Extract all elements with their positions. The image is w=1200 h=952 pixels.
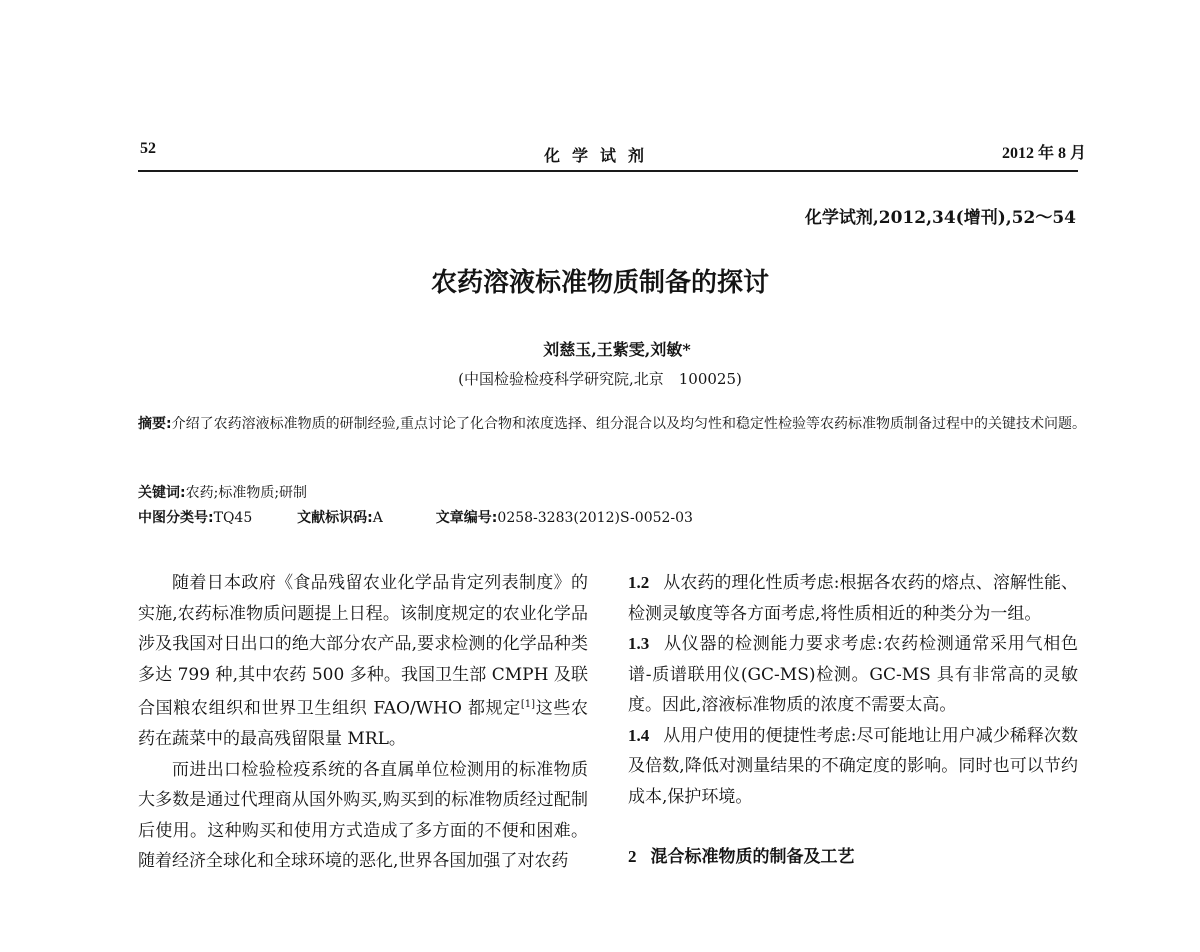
intro-text: 随着日本政府《食品残留农业化学品肯定列表制度》的实施,农药标准物质问题提上日程。该制度规定的农业化学品涉及我国对日出口的绝大部分农产品,要求检测的化学品种类多达 799 种,其中农药 500 多种。我国卫生部 CMPH 及联合国粮农组织和世界卫生组织 FAO/WHO 都规定 — [138, 573, 588, 719]
item-1-3-number: 1.3 — [628, 634, 650, 653]
item-1-2 — [628, 568, 1078, 629]
intro-text-end: 这些农药在蔬菜中的最高残留限量 MRL。 — [138, 698, 588, 750]
abstract-text: 介绍了农药溶液标准物质的研制经验,重点讨论了化合物和浓度选择、组分混合以及均匀性和稳定性检验等农药标准物质制备过程中的关键技术问题。 — [171, 416, 1087, 432]
item-1-2-number: 1.2 — [628, 573, 650, 592]
clc-label: 中图分类号: — [138, 510, 214, 526]
keywords-label: 关键词: — [138, 485, 186, 501]
page-number: 52 — [140, 140, 156, 157]
intro-paragraph — [138, 568, 588, 755]
keywords-text: 农药;标准物质;研制 — [185, 485, 308, 501]
abstract-label: 摘要: — [138, 416, 172, 432]
keywords — [138, 482, 1088, 505]
item-1-3-text: 从仪器的检测能力要求考虑:农药检测通常采用气相色谱-质谱联用仪(GC-MS)检测。GC-MS 具有非常高的灵敏度。因此,溶液标准物质的浓度不需要太高。 — [628, 634, 1078, 715]
item-1-2-text: 从农药的理化性质考虑:根据各农药的熔点、溶解性能、检测灵敏度等各方面考虑,将性质相近的种类分为一组。 — [628, 573, 1078, 624]
author-list: 刘慈玉,王紫雯,刘敏* — [543, 340, 691, 359]
running-journal-title: 化学试剂 — [543, 146, 656, 165]
abstract — [138, 413, 1088, 436]
right-column — [628, 568, 1078, 873]
section-spacer — [628, 812, 1078, 842]
item-1-4 — [628, 721, 1078, 813]
section-2-number: 2 — [628, 847, 637, 866]
article-title: 农药溶液标准物质制备的探讨 — [430, 268, 769, 298]
section-2-heading — [628, 842, 1078, 873]
doc-code-label: 文献标识码: — [297, 510, 373, 526]
clc-value: TQ45 — [213, 510, 253, 526]
item-1-4-number: 1.4 — [628, 725, 650, 745]
doc-code-value: A — [372, 510, 383, 526]
second-paragraph: 而进出口检验检疫系统的各直属单位检测用的标准物质大多数是通过代理商从国外购买,购买到的标准物质经过配制后使用。这种购买和使用方式造成了多方面的不便和困难。随着经济全球化和全球环境的恶化,世界各国加强了对农药 — [138, 759, 588, 872]
issue-date: 2012 年 8 月 — [1001, 145, 1086, 162]
item-1-4-text: 从用户使用的便捷性考虑:尽可能地让用户减少稀释次数及倍数,降低对测量结果的不确定度的影响。同时也可以节约成本,保护环境。 — [628, 725, 1078, 807]
header-rule — [138, 170, 1078, 172]
section-2-title: 混合标准物质的制备及工艺 — [650, 847, 855, 867]
classification-line — [138, 507, 1088, 530]
item-1-3 — [628, 629, 1078, 721]
citation-line: 化学试剂,2012,34(增刊),52～54 — [804, 208, 1076, 228]
affiliation: (中国检验检疫科学研究院,北京 100025) — [458, 370, 742, 388]
reference-marker: [1] — [520, 699, 536, 710]
article-number-value: 0258-3283(2012)S-0052-03 — [497, 510, 693, 526]
left-column — [138, 568, 588, 877]
article-number-label: 文章编号: — [435, 510, 498, 526]
